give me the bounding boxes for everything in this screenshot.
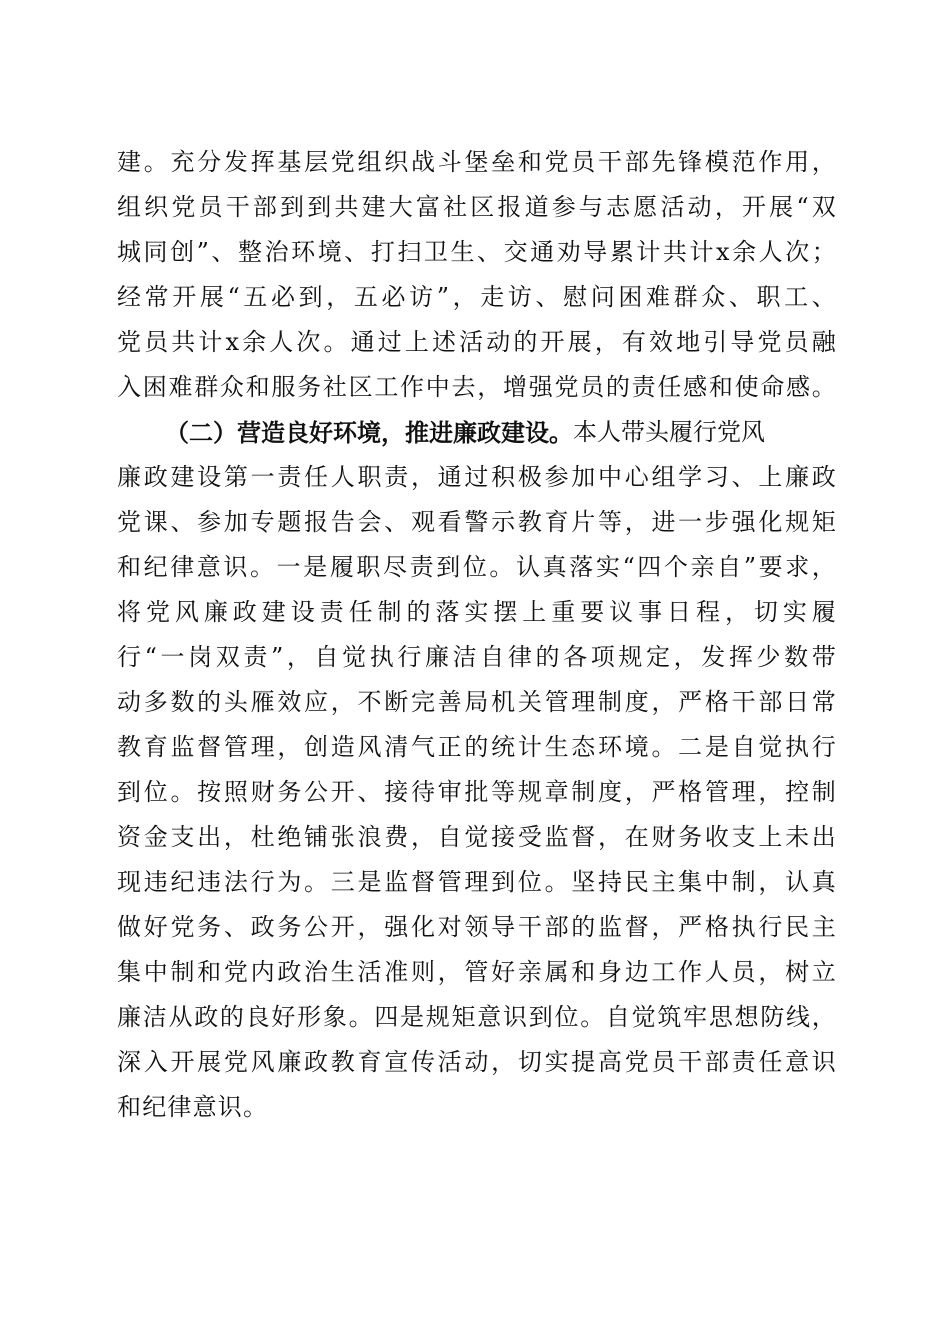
paragraph-1-line-2: 组织党员干部到到共建大富社区报道参与志愿活动，开展“双 bbox=[117, 193, 837, 221]
paragraph-2-line-1 bbox=[117, 410, 837, 455]
paragraph-2-line-14: 廉洁从政的良好形象。四是规矩意识到位。自觉筑牢思想防线， bbox=[117, 1003, 837, 1031]
paragraph-2-line-7: 动多数的头雁效应，不断完善局机关管理制度，严格干部日常 bbox=[117, 688, 837, 716]
paragraph-1-line-4: 经常开展“五必到，五必访”，走访、慰问困难群众、职工、 bbox=[117, 283, 837, 311]
paragraph-1-line-3: 城同创”、整治环境、打扫卫生、交通劝导累计共计x余人次； bbox=[117, 238, 837, 266]
paragraph-2-line-12: 做好党务、政务公开，强化对领导干部的监督，严格执行民主 bbox=[117, 913, 837, 941]
paragraph-2-line-11: 现违纪违法行为。三是监督管理到位。坚持民主集中制，认真 bbox=[117, 868, 837, 896]
paragraph-2-line-1-rest: 本人带头履行党风 bbox=[573, 418, 765, 446]
paragraph-1-line-5: 党员共计x余人次。通过上述活动的开展，有效地引导党员融 bbox=[117, 328, 837, 356]
paragraph-2-line-2: 廉政建设第一责任人职责，通过积极参加中心组学习、上廉政 bbox=[117, 463, 837, 491]
section-heading: （二）营造良好环境，推进廉政建设。 bbox=[165, 418, 573, 447]
document-body bbox=[117, 140, 837, 1130]
paragraph-2-line-10: 资金支出，杜绝铺张浪费，自觉接受监督，在财务收支上未出 bbox=[117, 823, 837, 851]
paragraph-2-line-3: 党课、参加专题报告会、观看警示教育片等，进一步强化规矩 bbox=[117, 508, 837, 536]
paragraph-2-line-6: 行“一岗双责”，自觉执行廉洁自律的各项规定，发挥少数带 bbox=[117, 643, 837, 671]
paragraph-2-line-15: 深入开展党风廉政教育宣传活动，切实提高党员干部责任意识 bbox=[117, 1048, 837, 1076]
paragraph-2-line-16: 和纪律意识。 bbox=[117, 1093, 269, 1121]
paragraph-1-line-1: 建。充分发挥基层党组织战斗堡垒和党员干部先锋模范作用， bbox=[117, 148, 837, 176]
paragraph-2-line-5: 将党风廉政建设责任制的落实摆上重要议事日程，切实履 bbox=[117, 598, 837, 626]
paragraph-2-line-13: 集中制和党内政治生活准则，管好亲属和身边工作人员，树立 bbox=[117, 958, 837, 986]
paragraph-2-line-9: 到位。按照财务公开、接待审批等规章制度，严格管理，控制 bbox=[117, 778, 837, 806]
paragraph-2-line-4: 和纪律意识。一是履职尽责到位。认真落实“四个亲自”要求， bbox=[117, 553, 837, 581]
paragraph-1-line-6: 入困难群众和服务社区工作中去，增强党员的责任感和使命感。 bbox=[117, 373, 837, 401]
paragraph-2-line-8: 教育监督管理，创造风清气正的统计生态环境。二是自觉执行 bbox=[117, 733, 837, 761]
